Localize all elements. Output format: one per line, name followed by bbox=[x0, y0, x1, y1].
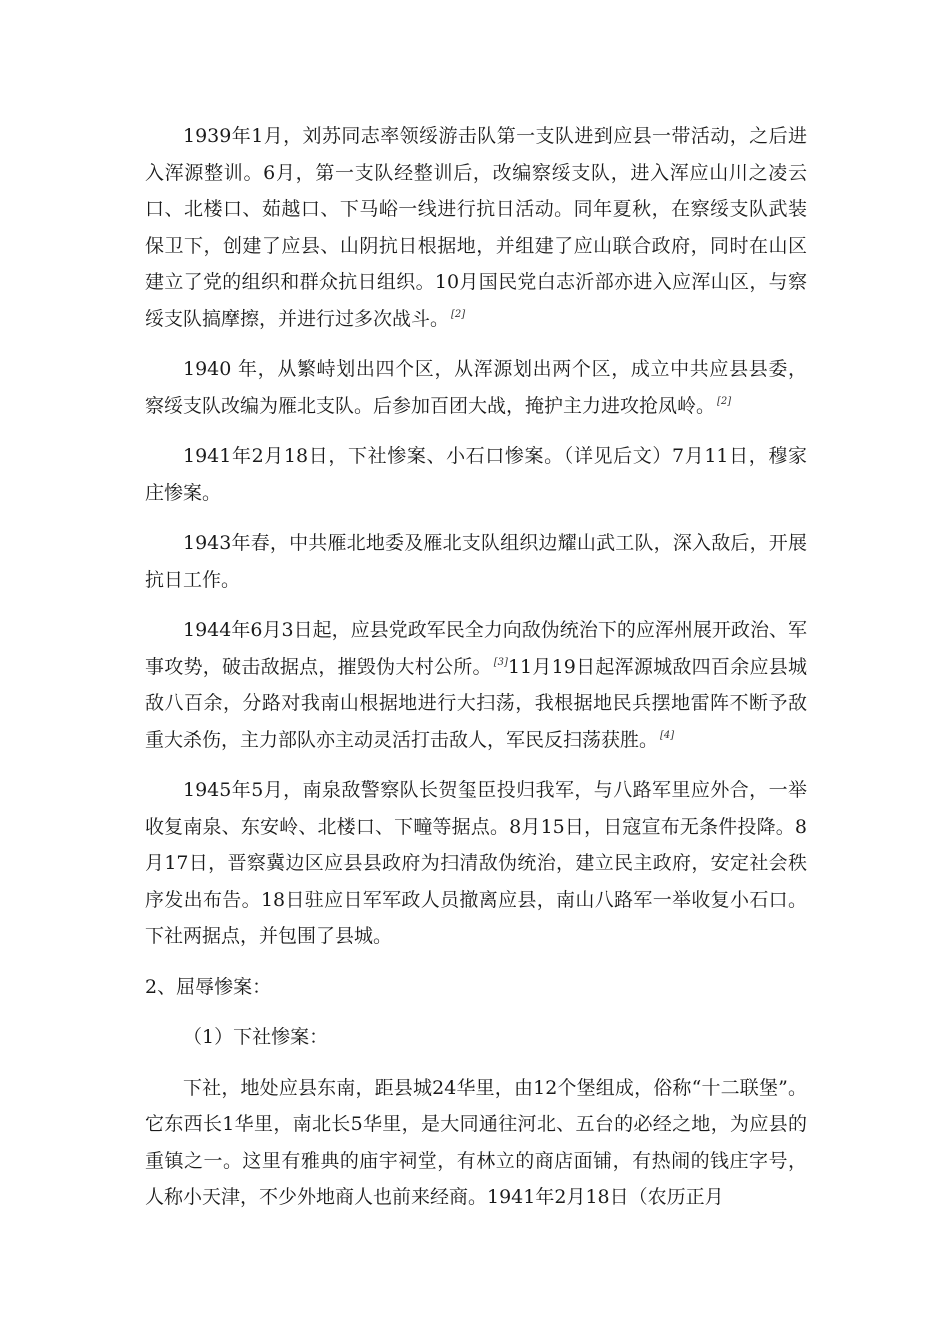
paragraph-1941 bbox=[145, 438, 807, 511]
paragraph-text: 11月19日起浑源城敌四百余应县城敌八百余，分路对我南山根据地进行大扫荡，我根据地民兵摆地雷阵不断予敌重大杀伤，主力部队亦主动灵活打击敌人，军民反扫荡获胜。 bbox=[145, 655, 807, 751]
citation-ref: [4] bbox=[660, 730, 675, 742]
citation-ref: [3] bbox=[493, 657, 508, 669]
citation-ref: [2] bbox=[717, 396, 732, 408]
paragraph-1940 bbox=[145, 351, 807, 424]
document-page bbox=[145, 118, 807, 1216]
paragraph-text: 1943年春，中共雁北地委及雁北支队组织边耀山武工队，深入敌后，开展抗日工作。 bbox=[145, 532, 807, 591]
paragraph-xiashe: 下社，地处应县东南，距县城24华里，由12个堡组成，俗称“十二联堡”。它东西长1华里，南北长5华里，是大同通往河北、五台的必经之地，为应县的重镇之一。这里有雅典的庙宇祠堂，有林立的商店面铺，有热闹的钱庄字号，人称小天津，不少外地商人也前来经商。1941年2月18日（农历正月 bbox=[145, 1076, 807, 1208]
paragraph-1945 bbox=[145, 772, 807, 955]
paragraph-text: 1939年1月，刘苏同志率领绥游击队第一支队进到应县一带活动，之后进入浑源整训。6月，第一支队经整训后，改编察绥支队，进入浑应山川之凌云口、北楼口、茹越口、下马峪一线进行抗日活动。同年夏秋，在察绥支队武装保卫下，创建了应县、山阴抗日根据地，并组建了应山联合政府，同时在山区建立了党的组织和群众抗日组织。10月国民党白志沂部亦进入应浑山区，与察绥支队搞摩擦，并进行过多次战斗。 bbox=[145, 125, 807, 330]
paragraph-1939 bbox=[145, 118, 807, 337]
citation-ref: [2] bbox=[451, 309, 466, 321]
section-heading: 2、屈辱惨案： bbox=[145, 975, 272, 998]
paragraph-text: 1945年5月，南泉敌警察队长贺玺臣投归我军，与八路军里应外合，一举收复南泉、东安岭、北楼口、下疃等据点。8月15日，日寇宣布无条件投降。8月17日，晋察冀边区应县县政府为扫清敌伪统治，建立民主政府，安定社会秩序发出布告。18日驻应日军军政人员撤离应县，南山八路军一举收复小石口。下社两据点，并包围了县城。 bbox=[145, 779, 807, 947]
paragraph-1944 bbox=[145, 612, 807, 758]
paragraph-text: 1941年2月18日，下社惨案、小石口惨案。（详见后文）7月11日，穆家庄惨案。 bbox=[145, 445, 807, 504]
paragraph-text: 1944年6月3日起，应县党政军民全力向敌伪统治下的应浑州展开政治、军事攻势，破击敌据点，摧毁伪大村公所。 bbox=[145, 619, 807, 678]
subsection-heading: （1）下社惨案： bbox=[183, 1026, 329, 1048]
paragraph-text: 1940 年，从繁峙划出四个区，从浑源划出两个区，成立中共应县县委，察绥支队改编为雁北支队。后参加百团大战，掩护主力进攻抢凤岭。 bbox=[145, 358, 807, 417]
paragraph-1943 bbox=[145, 525, 807, 598]
